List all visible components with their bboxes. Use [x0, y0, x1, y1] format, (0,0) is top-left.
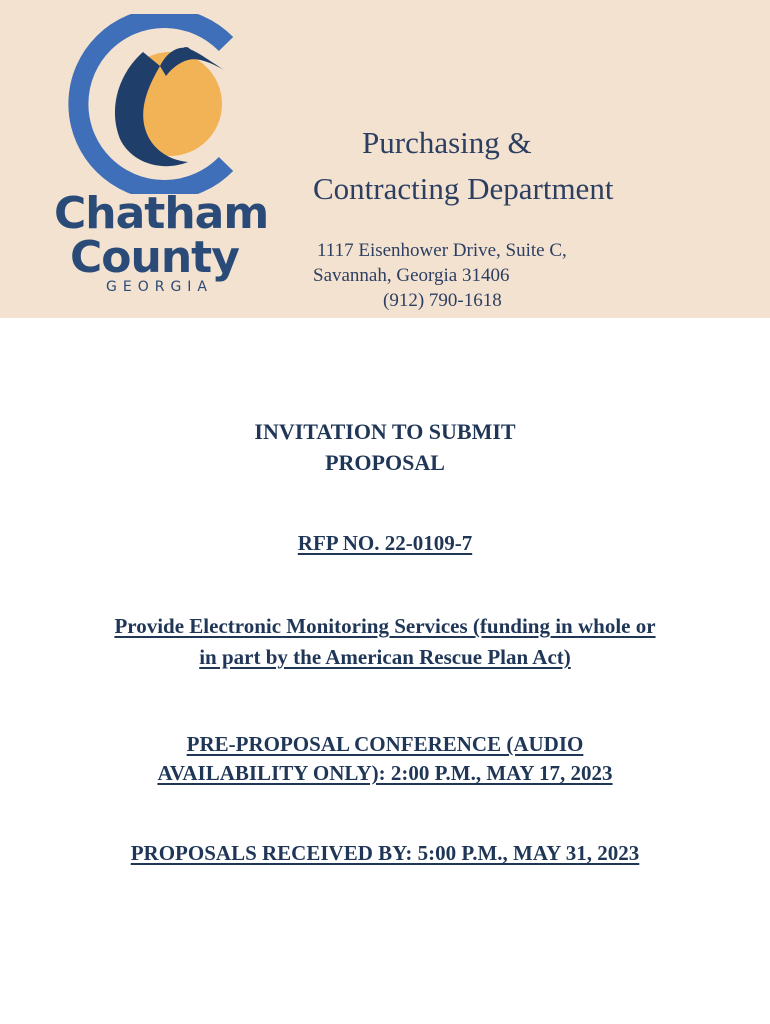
- heron-sun-logo-icon: [48, 14, 278, 194]
- department-line-2: Contracting Department: [313, 171, 614, 206]
- department-address: [313, 238, 733, 313]
- letterhead: [0, 0, 770, 318]
- project-line-1: Provide Electronic Monitoring Services (funding in whole or: [114, 614, 656, 638]
- chatham-county-logo: [48, 14, 278, 296]
- conference-line-1: PRE-PROPOSAL CONFERENCE (AUDIO: [186, 732, 584, 756]
- conference-line-2: AVAILABILITY ONLY): 2:00 P.M., MAY 17, 2023: [157, 761, 613, 785]
- address-phone: (912) 790-1618: [383, 290, 502, 311]
- department-line-1: Purchasing &: [362, 125, 532, 160]
- proposal-deadline: [0, 838, 770, 869]
- address-city: Savannah, Georgia 31406: [313, 265, 510, 286]
- rfp-number-text: RFP NO. 22-0109-7: [297, 531, 473, 555]
- logo-wordmark-county: County: [70, 232, 239, 283]
- project-line-2: in part by the American Rescue Plan Act): [199, 645, 571, 669]
- logo-wordmark-chatham: Chatham: [54, 188, 269, 239]
- department-name: [313, 120, 733, 212]
- pre-proposal-conference: [0, 730, 770, 788]
- heading-line-2: PROPOSAL: [325, 450, 445, 475]
- rfp-number: [0, 528, 770, 559]
- heading-line-1: INVITATION TO SUBMIT: [254, 419, 516, 444]
- project-description: [0, 611, 770, 673]
- address-street: 1117 Eisenhower Drive, Suite C,: [317, 240, 567, 261]
- document-heading: [0, 416, 770, 478]
- deadline-text: PROPOSALS RECEIVED BY: 5:00 P.M., MAY 31, 2023: [130, 841, 640, 865]
- logo-wordmark-georgia: GEORGIA: [106, 279, 213, 295]
